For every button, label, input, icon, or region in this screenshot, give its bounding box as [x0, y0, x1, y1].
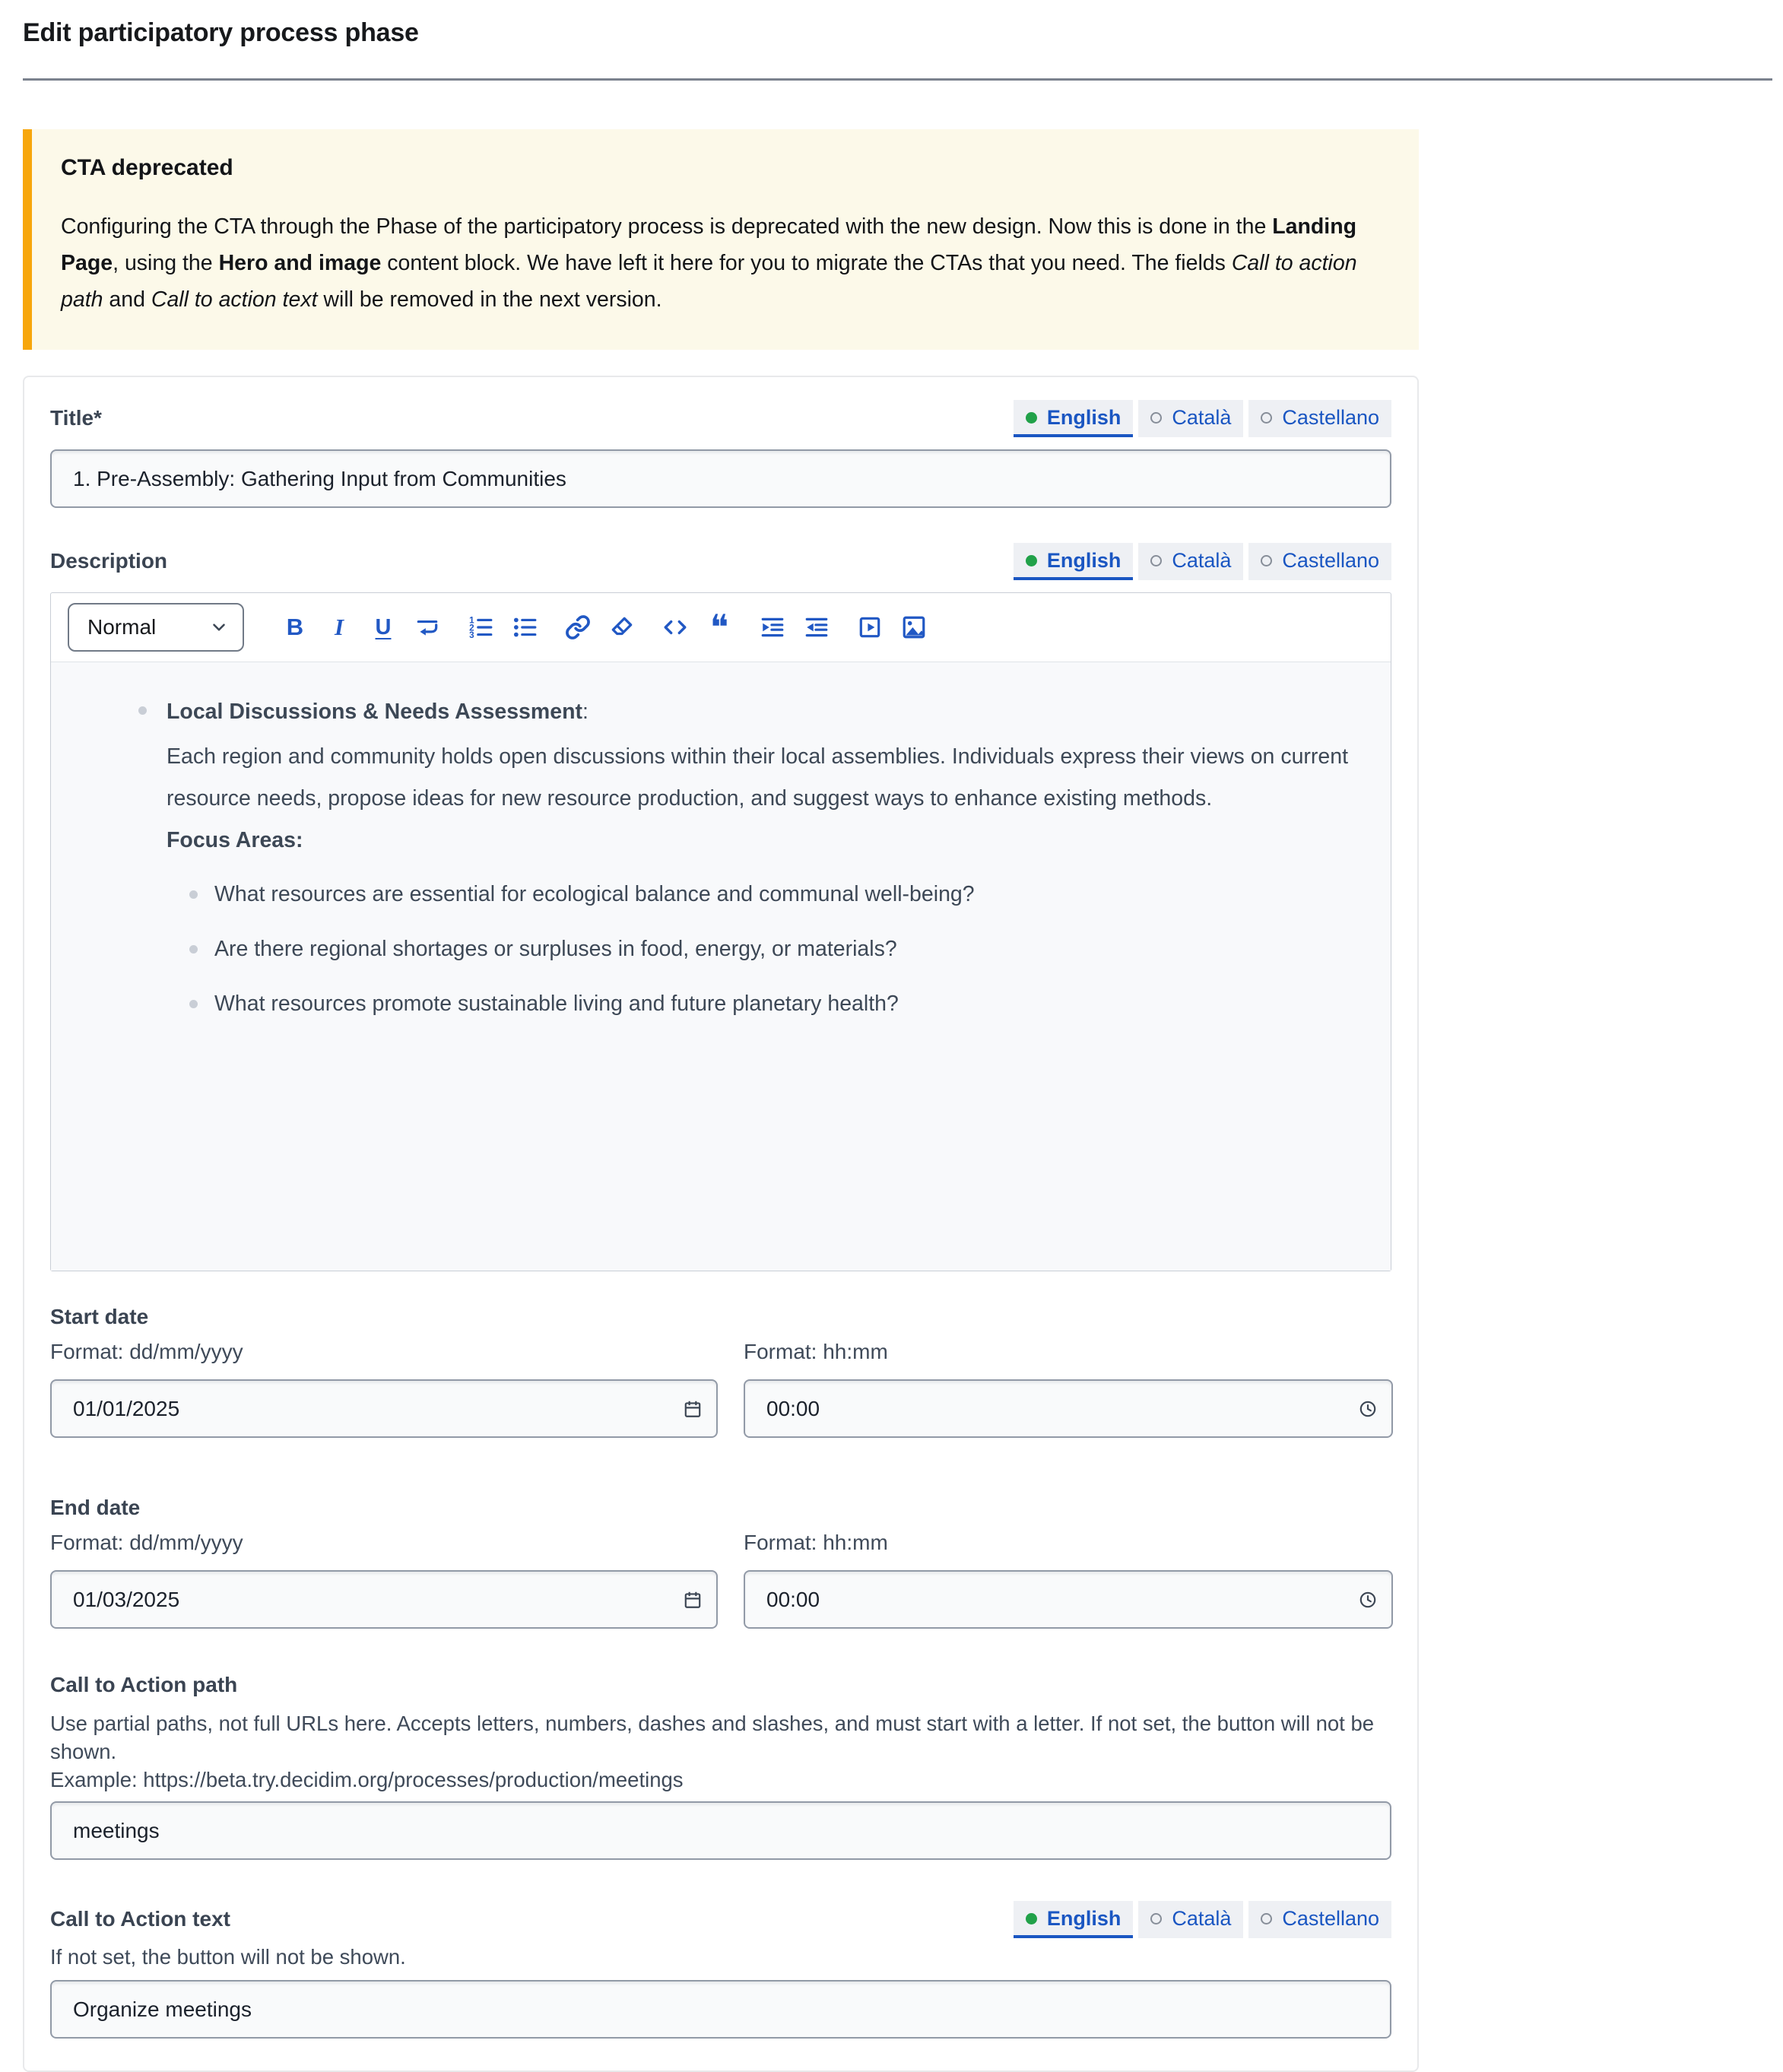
svg-text:2: 2: [469, 623, 474, 633]
lang-tab-label: English: [1046, 1907, 1122, 1930]
callout-text: Configuring the CTA through the Phase of the participatory process is deprecated with the new design. Now this is done in the: [61, 214, 1273, 239]
end-time-col: [744, 1520, 1393, 1629]
start-time-input-wrap: [744, 1379, 1393, 1438]
video-embed-button[interactable]: [854, 611, 886, 644]
time-format-hint: Format: hh:mm: [744, 1531, 888, 1554]
editor-nested-item: Are there regional shortages or surpluses in food, energy, or materials?: [214, 928, 1368, 970]
start-date-grid: [50, 1329, 1391, 1438]
callout-text: will be removed in the next version.: [317, 287, 662, 312]
editor-nested-list: [167, 874, 1368, 1025]
end-time-input-wrap: [744, 1570, 1393, 1629]
editor-focus-label: Focus Areas:: [167, 828, 303, 852]
start-date-input[interactable]: [50, 1379, 718, 1438]
untranslated-circle-icon: [1150, 1913, 1162, 1924]
cta-path-section: [50, 1673, 1391, 1860]
calendar-icon[interactable]: [683, 1399, 703, 1419]
editor-bullet-list: [51, 691, 1368, 1025]
cta-path-help: [50, 1709, 1391, 1794]
cta-text-header: [50, 1901, 1391, 1938]
time-format-hint: Format: hh:mm: [744, 1340, 888, 1363]
underline-icon: U: [375, 614, 392, 639]
cta-text-help: If not set, the button will not be shown.: [50, 1945, 406, 1969]
code-block-button[interactable]: [659, 611, 691, 644]
end-date-grid: [50, 1520, 1391, 1629]
editor-item-title: [167, 691, 1368, 733]
callout-text: , using the: [113, 251, 219, 275]
start-date-label: Start date: [50, 1305, 149, 1328]
callout-text: and: [103, 287, 151, 312]
callout-bold-hero-image: Hero and image: [218, 251, 382, 275]
cta-text-input[interactable]: [50, 1980, 1391, 2039]
lang-tab-catala[interactable]: [1138, 400, 1243, 437]
editor-item-title-bold: Local Discussions & Needs Assessment: [167, 700, 582, 724]
page-title: Edit participatory process phase: [23, 18, 419, 47]
rich-text-editor: [50, 592, 1391, 1271]
lang-tab-label: Castellano: [1282, 549, 1379, 572]
cta-path-label: Call to Action path: [50, 1673, 238, 1696]
editor-item-title-suffix: :: [582, 700, 589, 724]
untranslated-circle-icon: [1150, 412, 1162, 424]
untranslated-circle-icon: [1150, 555, 1162, 566]
lang-tab-english[interactable]: [1014, 543, 1134, 580]
start-time-col: [744, 1329, 1393, 1438]
lang-tab-label: Castellano: [1282, 406, 1379, 429]
callout-italic-cta-path: Call to action path: [61, 251, 1357, 312]
paragraph-style-dropdown[interactable]: [68, 603, 244, 652]
end-date-input[interactable]: [50, 1570, 718, 1629]
editor-list-item: [167, 691, 1368, 1025]
link-button[interactable]: [562, 611, 594, 644]
untranslated-circle-icon: [1261, 555, 1272, 566]
lang-tab-english[interactable]: [1014, 400, 1134, 437]
link-icon: [565, 614, 591, 640]
toolbar-group-link: [562, 611, 638, 644]
cta-path-input[interactable]: [50, 1801, 1391, 1860]
toolbar-group-block: [659, 607, 735, 648]
cta-path-help-line1: Use partial paths, not full URLs here. Accepts letters, numbers, dashes and slashes, and must start with a letter. If not set, the button will not be shown.: [50, 1712, 1375, 1763]
start-time-input[interactable]: [744, 1379, 1393, 1438]
line-break-button[interactable]: [411, 611, 443, 644]
bold-button[interactable]: [279, 611, 311, 644]
line-break-icon: [414, 614, 440, 640]
italic-icon: I: [334, 614, 344, 640]
paragraph-style-value: Normal: [87, 615, 157, 639]
end-date-input-wrap: [50, 1570, 718, 1629]
cta-path-help-line2: Example: https://beta.try.decidim.org/processes/production/meetings: [50, 1768, 684, 1791]
toolbar-group-text-style: [279, 611, 443, 644]
callout-bold-landing-page: Landing Page: [61, 214, 1357, 275]
lang-tab-label: English: [1046, 406, 1122, 429]
indent-increase-icon: [760, 614, 785, 640]
title-field: [50, 400, 1391, 508]
lang-tab-castellano[interactable]: [1248, 1901, 1391, 1938]
editor-toolbar: [51, 593, 1391, 662]
editor-content-area[interactable]: [51, 662, 1391, 1271]
end-date-label: End date: [50, 1496, 141, 1519]
clock-icon[interactable]: [1358, 1590, 1378, 1610]
callout-italic-cta-text: Call to action text: [151, 287, 318, 312]
ordered-list-icon: [468, 614, 493, 640]
translated-dot-icon: [1026, 555, 1037, 566]
editor-nested-item: What resources promote sustainable living and future planetary health?: [214, 983, 1368, 1025]
italic-button[interactable]: [323, 611, 355, 644]
start-date-section: [50, 1305, 1391, 1438]
toolbar-group-media: [854, 611, 930, 644]
indent-decrease-icon: [804, 614, 830, 640]
edit-phase-page: [0, 18, 1783, 2072]
start-date-col: [50, 1329, 718, 1438]
cta-deprecated-callout: [23, 129, 1419, 350]
lang-tab-catala[interactable]: [1138, 1901, 1243, 1938]
indent-decrease-button[interactable]: [801, 611, 833, 644]
image-button[interactable]: [898, 611, 930, 644]
video-icon: [857, 614, 883, 640]
end-time-input[interactable]: [744, 1570, 1393, 1629]
lang-tab-castellano[interactable]: [1248, 400, 1391, 437]
lang-tab-english[interactable]: [1014, 1901, 1134, 1938]
eraser-icon: [609, 614, 635, 640]
clear-format-button[interactable]: [606, 611, 638, 644]
blockquote-button[interactable]: [703, 607, 735, 648]
chevron-down-icon: [209, 617, 229, 637]
start-date-input-wrap: [50, 1379, 718, 1438]
translated-dot-icon: [1026, 1913, 1037, 1924]
language-selector-title: [1014, 400, 1391, 437]
title-field-header: [50, 400, 1391, 437]
lang-tab-label: Castellano: [1282, 1907, 1379, 1930]
unordered-list-button[interactable]: [509, 611, 541, 644]
callout-title: CTA deprecated: [61, 155, 233, 180]
editor-nested-item: What resources are essential for ecological balance and communal well-being?: [214, 874, 1368, 915]
editor-item-paragraph: Each region and community holds open discussions within their local assemblies. Individuals express their views on current resource needs, propose ideas for new resource production, and suggest ways to enhance existing methods.: [167, 744, 1349, 811]
callout-body: [61, 208, 1387, 318]
translated-dot-icon: [1026, 412, 1037, 424]
blockquote-icon: ❝: [709, 607, 729, 648]
description-field: [50, 543, 1391, 1271]
lang-tab-label: English: [1046, 549, 1122, 572]
underline-button[interactable]: [367, 611, 399, 644]
svg-text:3: 3: [469, 630, 474, 640]
cta-text-label: Call to Action text: [50, 1907, 230, 1931]
language-selector-cta-text: [1014, 1901, 1391, 1938]
bold-icon: B: [286, 614, 304, 640]
cta-text-section: [50, 1901, 1391, 2039]
end-date-section: [50, 1496, 1391, 1629]
code-icon: [662, 614, 688, 640]
lang-tab-label: Català: [1172, 406, 1232, 429]
toolbar-group-indent: [757, 611, 833, 644]
clock-icon[interactable]: [1358, 1399, 1378, 1419]
lang-tab-castellano[interactable]: [1248, 543, 1391, 580]
indent-increase-button[interactable]: [757, 611, 788, 644]
untranslated-circle-icon: [1261, 1913, 1272, 1924]
title-input[interactable]: [50, 449, 1391, 508]
lang-tab-catala[interactable]: [1138, 543, 1243, 580]
date-format-hint: Format: dd/mm/yyyy: [50, 1340, 243, 1363]
description-field-header: [50, 543, 1391, 580]
lang-tab-label: Català: [1172, 549, 1232, 572]
end-date-col: [50, 1520, 718, 1629]
title-divider: [23, 78, 1772, 81]
unordered-list-icon: [512, 614, 538, 640]
title-label: Title*: [50, 406, 102, 430]
language-selector-description: [1014, 543, 1391, 580]
phase-form-card: [23, 376, 1419, 2072]
image-icon: [901, 614, 927, 640]
calendar-icon[interactable]: [683, 1590, 703, 1610]
date-format-hint: Format: dd/mm/yyyy: [50, 1531, 243, 1554]
callout-text: content block. We have left it here for you to migrate the CTAs that you need. The fields: [381, 251, 1232, 275]
untranslated-circle-icon: [1261, 412, 1272, 424]
svg-text:1: 1: [469, 615, 474, 626]
lang-tab-label: Català: [1172, 1907, 1232, 1930]
ordered-list-button[interactable]: [465, 611, 497, 644]
description-label: Description: [50, 549, 168, 573]
toolbar-group-lists: [465, 611, 541, 644]
